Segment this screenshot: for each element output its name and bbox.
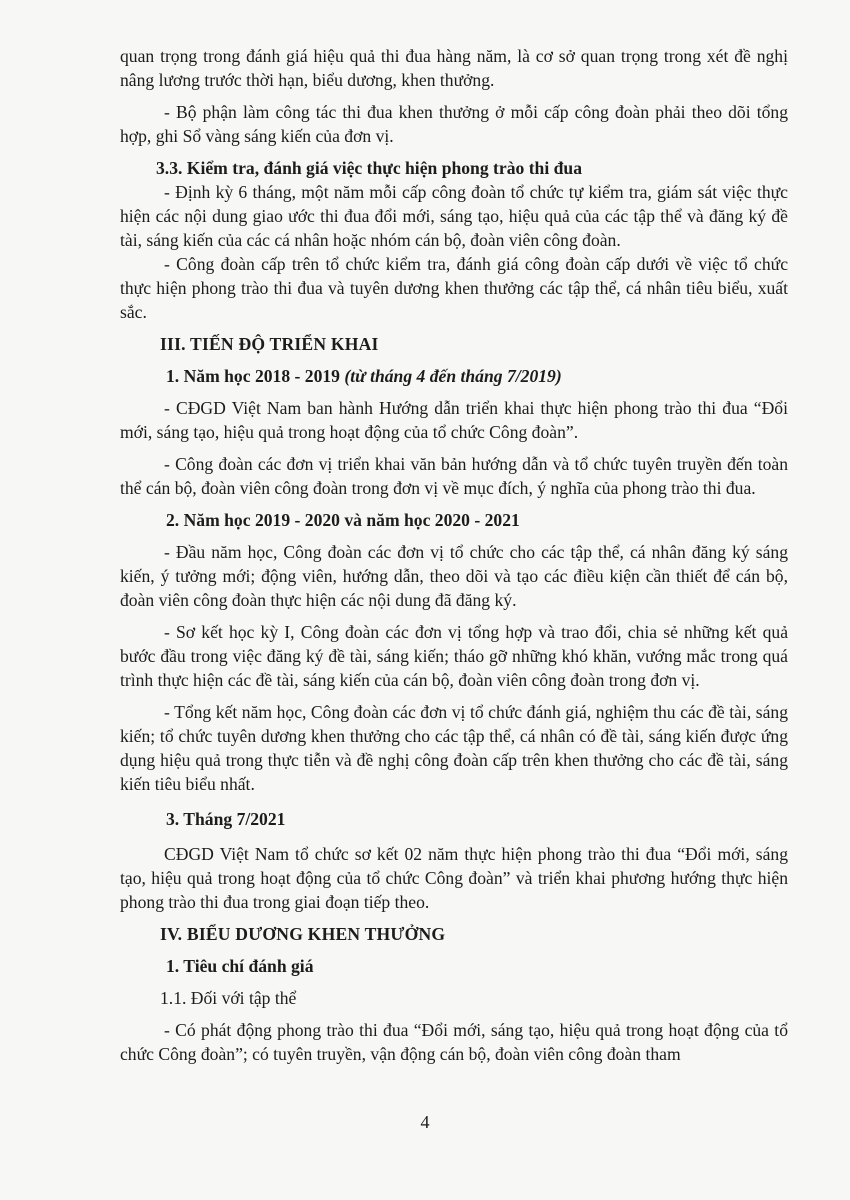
section-heading: 1. Tiêu chí đánh giá <box>166 956 314 976</box>
subsection-heading: 1.1. Đối với tập thể <box>160 988 297 1008</box>
paragraph: - Định kỳ 6 tháng, một năm mỗi cấp công đoàn tổ chức tự kiểm tra, giám sát việc thực hiện các nội dung giao ước thi đua đổi mới, sáng tạo, hiệu quả của các tập thể và đăng ký đề tài, sáng kiến của các cá nhân hoặc nhóm cán bộ, đoàn viên công đoàn. <box>120 182 788 250</box>
chapter-heading: IV. BIỂU DƯƠNG KHEN THƯỞNG <box>160 924 446 944</box>
paragraph: - Đầu năm học, Công đoàn các đơn vị tổ chức cho các tập thể, cá nhân đăng ký sáng kiến, ý tưởng mới; động viên, hướng dẫn, theo dõi và tạo các điều kiện cần thiết để cán bộ, đoàn viên công đoàn thực hiện các nội dung đã đăng ký. <box>120 542 788 610</box>
section-heading: 3.3. Kiểm tra, đánh giá việc thực hiện phong trào thi đua <box>156 158 582 178</box>
paragraph: - Bộ phận làm công tác thi đua khen thưởng ở mỗi cấp công đoàn phải theo dõi tổng hợp, ghi Sổ vàng sáng kiến của đơn vị. <box>120 102 788 146</box>
paragraph: quan trọng trong đánh giá hiệu quả thi đua hàng năm, là cơ sở quan trọng trong xét đề nghị nâng lương trước thời hạn, biểu dương, khen thưởng. <box>120 46 788 90</box>
page-body <box>120 44 788 1066</box>
paragraph: - Công đoàn cấp trên tổ chức kiểm tra, đánh giá công đoàn cấp dưới về việc tổ chức thực hiện phong trào thi đua và tuyên dương khen thưởng các tập thể, cá nhân tiêu biểu, xuất sắc. <box>120 254 788 322</box>
section-heading-note: (từ tháng 4 đến tháng 7/2019) <box>344 366 562 386</box>
paragraph: - Sơ kết học kỳ I, Công đoàn các đơn vị tổng hợp và trao đổi, chia sẻ những kết quả bước đầu trong việc đăng ký đề tài, sáng kiến; tháo gỡ những khó khăn, vướng mắc trong quá trình thực hiện các đề tài, sáng kiến của cán bộ, đoàn viên công đoàn trong đơn vị. <box>120 622 788 690</box>
paragraph: CĐGD Việt Nam tổ chức sơ kết 02 năm thực hiện phong trào thi đua “Đổi mới, sáng tạo, hiệu quả trong hoạt động của tổ chức Công đoàn” và triển khai phương hướng thực hiện phong trào thi đua trong giai đoạn tiếp theo. <box>120 844 788 912</box>
section-heading: 2. Năm học 2019 - 2020 và năm học 2020 - 2021 <box>166 510 520 530</box>
paragraph: - Có phát động phong trào thi đua “Đổi mới, sáng tạo, hiệu quả trong hoạt động của tổ chức Công đoàn”; có tuyên truyền, vận động cán bộ, đoàn viên công đoàn tham <box>120 1020 788 1064</box>
paragraph: - Công đoàn các đơn vị triển khai văn bản hướng dẫn và tổ chức tuyên truyền đến toàn thể cán bộ, đoàn viên công đoàn trong đơn vị về mục đích, ý nghĩa của phong trào thi đua. <box>120 454 788 498</box>
paragraph: - CĐGD Việt Nam ban hành Hướng dẫn triển khai thực hiện phong trào thi đua “Đổi mới, sáng tạo, hiệu quả trong hoạt động của tổ chức Công đoàn”. <box>120 398 788 442</box>
section-heading: 3. Tháng 7/2021 <box>166 809 286 829</box>
page-number: 4 <box>420 1112 430 1132</box>
paragraph: - Tổng kết năm học, Công đoàn các đơn vị tổ chức đánh giá, nghiệm thu các đề tài, sáng kiến; tổ chức tuyên dương khen thưởng cho các tập thể, cá nhân có đề tài, sáng kiến được ứng dụng hiệu quả trong thực tiễn và đề nghị công đoàn cấp trên khen thưởng cho các đề tài, sáng kiến tiêu biểu nhất. <box>120 702 788 794</box>
chapter-heading: III. TIẾN ĐỘ TRIỂN KHAI <box>160 334 379 354</box>
section-heading <box>166 364 788 388</box>
section-heading-text: 1. Năm học 2018 - 2019 <box>166 366 340 386</box>
